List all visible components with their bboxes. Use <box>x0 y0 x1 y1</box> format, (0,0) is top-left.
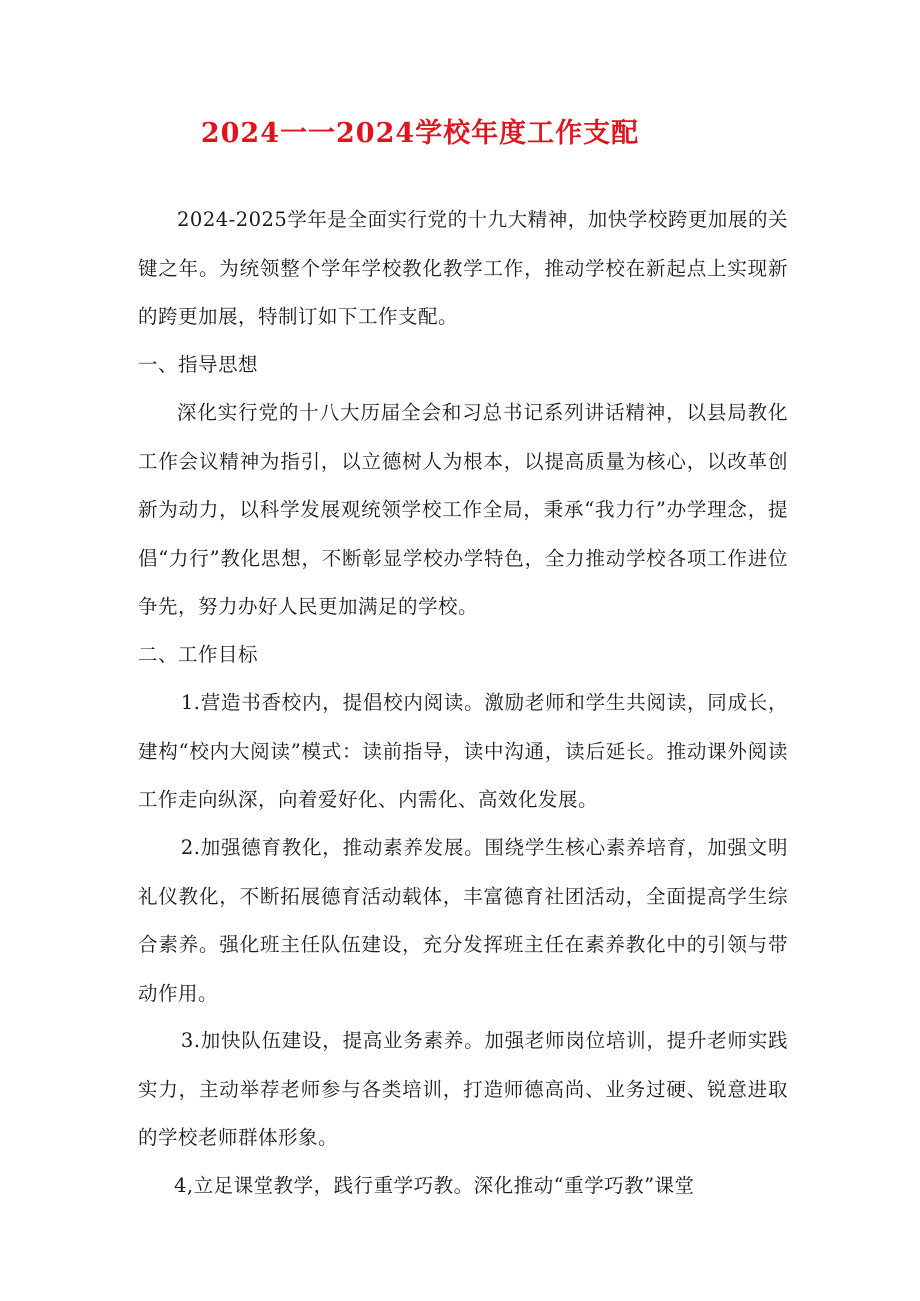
section-heading-work-goals: 二、工作目标 <box>138 643 259 666</box>
document-title: 2024一一2024学校年度工作支配 <box>200 118 640 149</box>
goal-item-3: 3.加快队伍建设，提高业务素养。加强老师岗位培训，提升老师实践实力，主动举荐老师参与各类培训，打造师德高尚、业务过硬、锐意进取的学校老师群体形象。 <box>138 1029 788 1149</box>
goal-item-1: 1.营造书香校内，提倡校内阅读。激励老师和学生共阅读，同成长，建构“校内大阅读”模式：读前指导，读中沟通，读后延长。推动课外阅读工作走向纵深，向着爱好化、内需化、高效化发展。 <box>138 691 788 811</box>
goal-item-2: 2.加强德育教化，推动素养发展。围绕学生核心素养培育，加强文明礼仪教化，不断拓展德育活动载体，丰富德育社团活动，全面提高学生综合素养。强化班主任队伍建设，充分发挥班主任在素养教化中的引领与带动作用。 <box>138 836 788 1005</box>
section-heading-guiding-ideology: 一、指导思想 <box>138 353 259 376</box>
goal-item-4: 4,立足课堂教学，践行重学巧教。深化推动“重学巧教”课堂 <box>174 1174 695 1197</box>
guiding-ideology-paragraph: 深化实行党的十八大历届全会和习总书记系列讲话精神，以县局教化工作会议精神为指引，以立德树人为根本，以提高质量为核心，以改革创新为动力，以科学发展观统领学校工作全局，秉承“我力行”办学理念，提倡“力行”教化思想，不断彰显学校办学特色，全力推动学校各项工作进位争先，努力办好人民更加满足的学校。 <box>138 401 788 618</box>
intro-paragraph: 2024-2025学年是全面实行党的十九大精神，加快学校跨更加展的关键之年。为统领整个学年学校教化教学工作，推动学校在新起点上实现新的跨更加展，特制订如下工作支配。 <box>138 208 788 328</box>
